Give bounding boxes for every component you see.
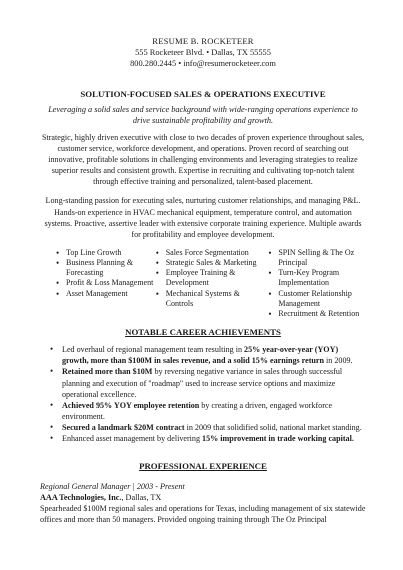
skills-column-1 (54, 248, 154, 319)
tagline: Leveraging a solid sales and service background with wide-ranging operations experience to drive sustainable profitability and growth. (48, 105, 358, 125)
job-description: Spearheaded $100M regional sales and operations for Texas, including management of six statewide offices and more than 50 managers. Provided ongoing training through The Oz Principal (40, 504, 366, 525)
achievements-heading: NOTABLE CAREER ACHIEVEMENTS (125, 327, 281, 338)
summary-paragraph-1: Strategic, highly driven executive with close to two decades of proven experience throughout sales, customer service, workforce development, and operations. Proven record of searching out innovative, profitable solutions in challenging environments and leveraging strategies to realize superior results and consistent growth. Expertise in recruiting and cultivating top-notch talent through effective training and personalized, talent-based placement. (41, 133, 365, 187)
company-location: , Dallas, TX (121, 493, 162, 503)
skill-item: • SPIN Selling & The Oz Principal (266, 248, 366, 268)
job-title: Regional General Manager | 2003 - Present (40, 482, 185, 492)
skill-item: • Top Line Growth (54, 248, 154, 258)
skill-item: • Business Planning & Forecasting (54, 258, 154, 278)
skill-item: • Profit & Loss Management (54, 278, 154, 288)
skill-item: • Mechanical Systems & Controls (154, 289, 267, 309)
skills-column-3 (266, 248, 366, 319)
summary-paragraph-2: Long-standing passion for executing sales, nurturing customer relationships, and managing P&L. Hands-on experience in HVAC mechanical equipment, temperature control, and automation systems. Proactive, assertive leader with extensive corporate training experience. Multiple awards for profitability and employee development. (44, 196, 362, 239)
phone-email-line: 800.280.2445 • info@resumerocketeer.com (130, 59, 276, 68)
job-company (40, 492, 366, 503)
skill-item: • Sales Force Segmentation (154, 248, 267, 258)
achievements-list (40, 344, 366, 444)
company-name: AAA Technologies, Inc. (40, 493, 122, 503)
candidate-name: RESUME B. ROCKETEER (152, 36, 254, 46)
address-line: 555 Rocketeer Blvd. • Dallas, TX 55555 (135, 48, 271, 57)
headline: SOLUTION-FOCUSED SALES & OPERATIONS EXECUTIVE (80, 89, 326, 99)
achievement-item: • Secured a landmark $20M contract in 2009 that solidified solid, national market standing. (40, 422, 366, 433)
achievement-item: • Led overhaul of regional management team resulting in 25% year-over-year (YOY) growth, more than $100M in sales revenue, and a solid 15% earnings return in 2009. (40, 344, 366, 366)
skills-grid (40, 248, 366, 319)
skill-item: • Customer Relationship Management (266, 289, 366, 309)
skill-item: • Turn-Key Program Implementation (266, 268, 366, 288)
skill-item: • Recruitment & Retention (266, 309, 366, 319)
achievement-item: • Retained more than $10M by reversing negative variance in sales through successful planning and execution of "roadmap" used to increase service options and maximize operational excellence. (40, 366, 366, 399)
skills-column-2 (154, 248, 267, 319)
achievement-item: • Enhanced asset management by delivering 15% improvement in trade working capital. (40, 433, 366, 444)
resume-header (40, 0, 366, 69)
skill-item: • Employee Training & Development (154, 268, 267, 288)
skill-item: • Asset Management (54, 289, 154, 299)
skill-item: • Strategic Sales & Marketing (154, 258, 267, 268)
achievement-item: • Achieved 95% YOY employee retention by creating a driven, engaged workforce environment. (40, 400, 366, 422)
experience-heading: PROFESSIONAL EXPERIENCE (139, 461, 267, 472)
